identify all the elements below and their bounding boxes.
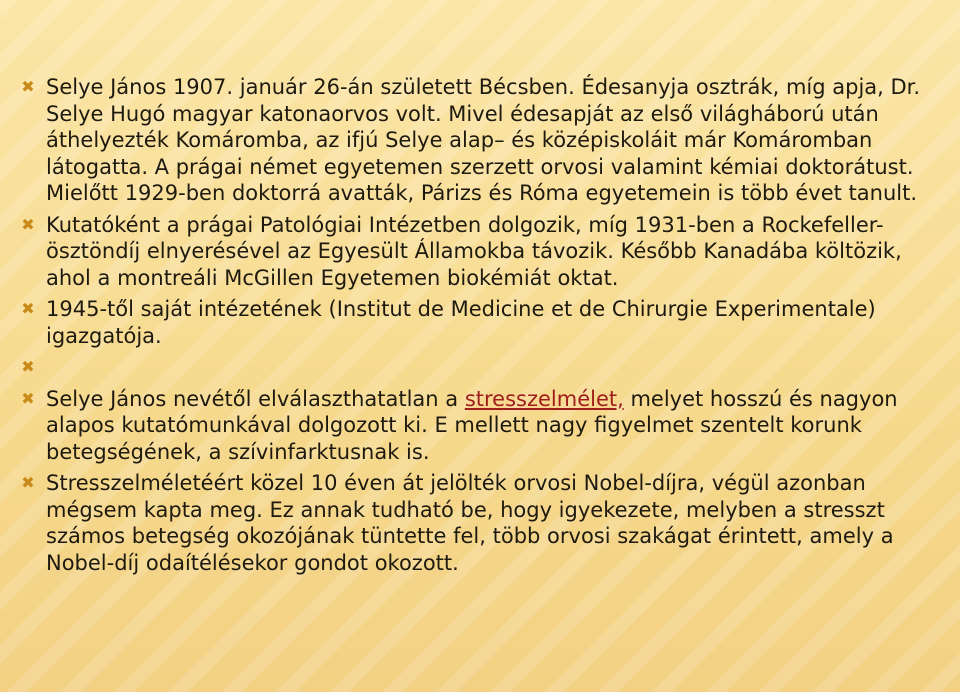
bullet-x-icon: ✖ — [21, 299, 35, 318]
bullet-text: Kutatóként a prágai Patológiai Intézetben dolgozik, míg 1931-ben a Rockefeller-ösztöndíj elnyerésével az Egyesült Államokba távozik. Később Kanadába költözik, ahol a montreáli McGillen Egyetemen biokémiát oktat. — [46, 212, 902, 290]
bullet-item-institute — [10, 296, 940, 349]
bullet-list — [10, 74, 940, 576]
bullet-x-icon: ✖ — [21, 214, 35, 234]
bullet-x-icon: ✖ — [21, 357, 35, 376]
bullet-item-birth — [10, 74, 940, 207]
bullet-text-before: Selye János nevétől elválaszthatatlan a — [46, 386, 465, 411]
bullet-text: 1945-től saját intézetének (Institut de Medicine et de Chirurgie Experimentale) igazgatója. — [46, 297, 876, 348]
bullet-item-research — [10, 212, 940, 292]
bullet-item-nobel — [10, 470, 940, 576]
bullet-item-empty — [10, 354, 940, 381]
bullet-item-stress-theory — [10, 386, 940, 466]
bullet-text: Stresszelméletéért közel 10 éven át jelölték orvosi Nobel-díjra, végül azonban mégsem kapta meg. Ez annak tudható be, hogy igyekezete, melyben a stresszt számos betegség okozójának tüntette fel, több orvosi szakágat érintett, amely a Nobel-díj odaítélésekor gondot okozott. — [46, 471, 894, 575]
stress-theory-highlight: stresszelmélet, — [464, 386, 624, 411]
bullet-text — [46, 386, 940, 466]
bullet-text: Selye János 1907. január 26-án született Bécsben. Édesanyja osztrák, míg apja, Dr. Selye Hugó magyar katonaorvos volt. Mivel édesapját az első világháború után áthelyezték Komáromba, az ifjú Selye alap– és középiskoláit már Komáromban látogatta. A prágai német egyetemen szerzett orvosi valamint kémiai doktorátust. Mielőtt 1929-ben doktorrá avatták, Párizs és Róma egyetemein is több évet tanult. — [46, 75, 921, 205]
bullet-x-icon: ✖ — [21, 388, 35, 408]
bullet-x-icon: ✖ — [21, 77, 35, 96]
bullet-text-after: melyet hosszú és nagyon alapos kutatómunkával dolgozott ki. E mellett nagy figyelmet szentelt korunk betegségének, a szívinfarktusnak is. — [46, 386, 898, 464]
bullet-x-icon: ✖ — [21, 473, 35, 492]
